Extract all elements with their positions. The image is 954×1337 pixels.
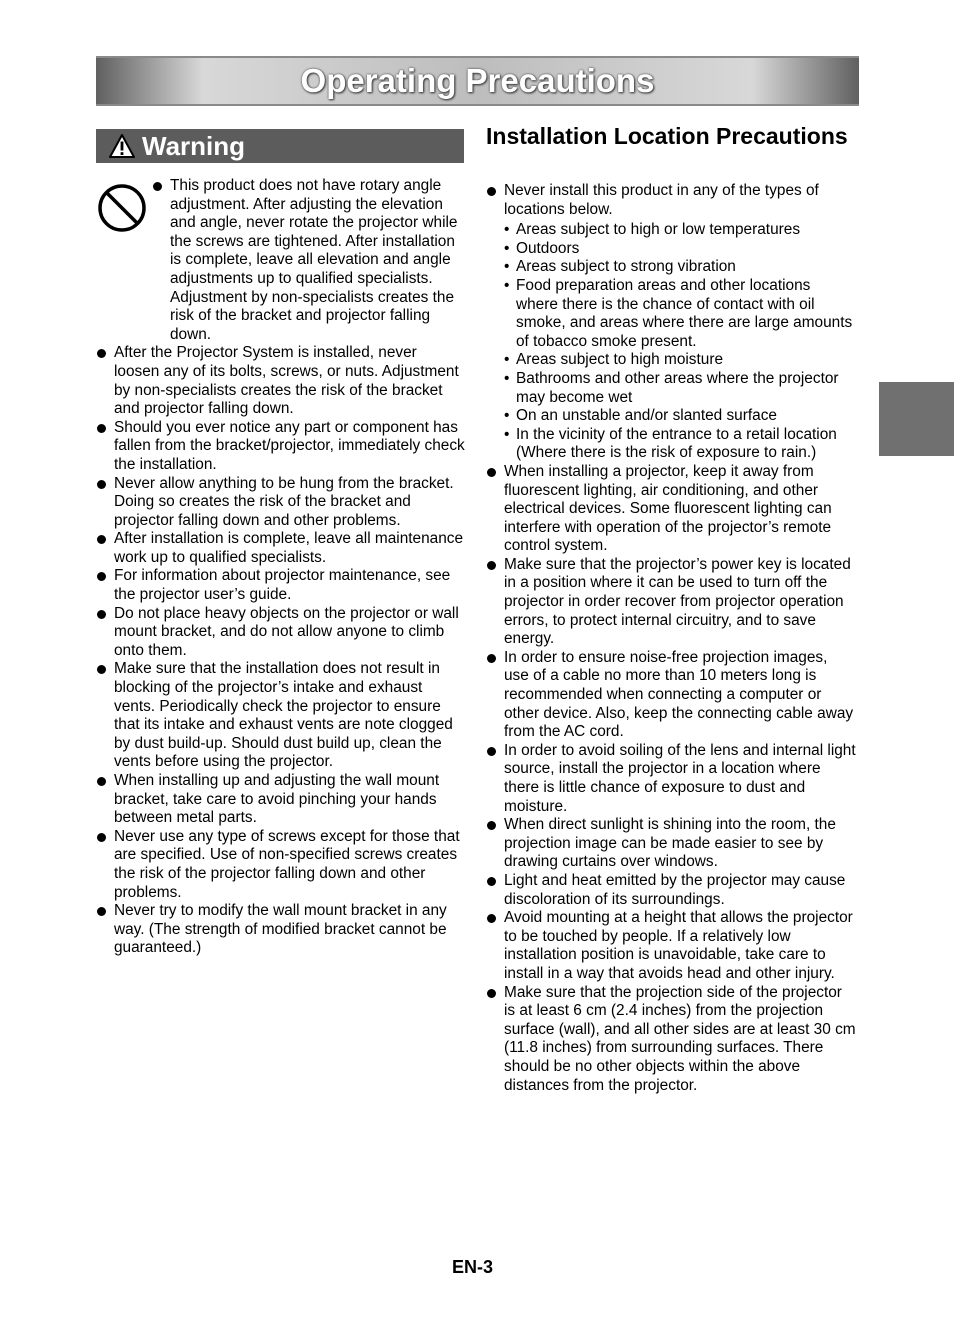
list-item: This product does not have rotary angle adjustment. After adjusting the elevation and angle, never rotate the projector while the screws are tightened. After installation is complete, leave all elevation and angle adjustments up to qualified specialists. Adjustment by non-specialists creates the risk of the bracket and projector falling down. xyxy=(152,177,466,344)
warning-first-list xyxy=(152,177,466,344)
location-item: • Outdoors xyxy=(504,240,856,259)
location-item: • On an unstable and/or slanted surface xyxy=(504,407,856,426)
list-item: In order to ensure noise-free projection images, use of a cable no more than 10 meters long is recommended when connecting a computer or other device. Also, keep the connecting cable away from the AC cord. xyxy=(486,649,856,742)
list-item: Make sure that the projection side of the projector is at least 6 cm (2.4 inches) from the projection surface (wall), and all other sides are at least 30 cm (11.8 inches) from surrounding surfaces. There should be no other objects within the above distances from the projector. xyxy=(486,984,856,1096)
list-item: Never use any type of screws except for those that are specified. Use of non-specified screws creates the risk of the projector falling down and other problems. xyxy=(96,828,466,902)
list-item: When installing up and adjusting the wall mount bracket, take care to avoid pinching your hands between metal parts. xyxy=(96,772,466,828)
list-item: Make sure that the projector’s power key is located in a position where it can be used to turn off the projector in order recover from projector operation errors, to protect internal circuitry, and to save energy. xyxy=(486,556,856,649)
warning-triangle-icon xyxy=(108,133,136,159)
page-number: EN-3 xyxy=(452,1257,494,1277)
list-item: After the Projector System is installed, never loosen any of its bolts, screws, or nuts. Adjustment by non-specialists creates the risk of the bracket and projector falling down. xyxy=(96,344,466,418)
warning-column xyxy=(96,177,466,958)
warning-list xyxy=(96,344,466,958)
installation-column xyxy=(486,182,856,1095)
location-item: • Areas subject to strong vibration xyxy=(504,258,856,277)
list-item: For information about projector maintenance, see the projector user’s guide. xyxy=(96,567,466,604)
list-item: Do not place heavy objects on the projector or wall mount bracket, and do not allow anyone to climb onto them. xyxy=(96,605,466,661)
page-title-bar xyxy=(96,56,859,106)
installation-list xyxy=(486,182,856,1095)
list-item: Never try to modify the wall mount bracket in any way. (The strength of modified bracket cannot be guaranteed.) xyxy=(96,902,466,958)
warning-heading: Warning xyxy=(142,130,246,161)
installation-intro: Never install this product in any of the types of locations below. xyxy=(504,182,819,218)
location-list xyxy=(504,221,856,463)
list-item: In order to avoid soiling of the lens and internal light source, install the projector in a location where there is little chance of exposure to dust and moisture. xyxy=(486,742,856,816)
location-item: • Areas subject to high moisture xyxy=(504,351,856,370)
location-item: • Areas subject to high or low temperatures xyxy=(504,221,856,240)
installation-heading: Installation Location Precautions xyxy=(486,123,848,149)
list-item: When direct sunlight is shining into the room, the projection image can be made easier to see by drawing curtains over windows. xyxy=(486,816,856,872)
list-item: Make sure that the installation does not result in blocking of the projector’s intake and exhaust vents. Periodically check the projector to ensure that its intake and exhaust vents are note clogged by dust build-up. Should dust build up, clean the vents before using the projector. xyxy=(96,660,466,772)
list-item: When installing a projector, keep it away from fluorescent lighting, air conditioning, and other electrical devices. Some fluorescent lighting can interfere with operation of the projector’s remote control system. xyxy=(486,463,856,556)
section-tab xyxy=(879,382,954,456)
location-item: • In the vicinity of the entrance to a retail location (Where there is the risk of exposure to rain.) xyxy=(504,426,856,463)
list-item: Light and heat emitted by the projector may cause discoloration of its surroundings. xyxy=(486,872,856,909)
list-item: Never allow anything to be hung from the bracket. Doing so creates the risk of the bracket and projector falling down and other problems. xyxy=(96,475,466,531)
location-item: • Food preparation areas and other locations where there is the chance of contact with oil smoke, and areas where there are large amounts of tobacco smoke present. xyxy=(504,277,856,351)
list-item: Should you ever notice any part or component has fallen from the bracket/projector, immediately check the installation. xyxy=(96,419,466,475)
list-item: Avoid mounting at a height that allows the projector to be touched by people. If a relatively low installation position is unavoidable, take care to install in a way that avoids head and other injury. xyxy=(486,909,856,983)
warning-header xyxy=(96,129,464,163)
page-title: Operating Precautions xyxy=(300,62,655,99)
list-item: After installation is complete, leave all maintenance work up to qualified specialists. xyxy=(96,530,466,567)
location-item: • Bathrooms and other areas where the projector may become wet xyxy=(504,370,856,407)
list-item xyxy=(486,182,856,463)
